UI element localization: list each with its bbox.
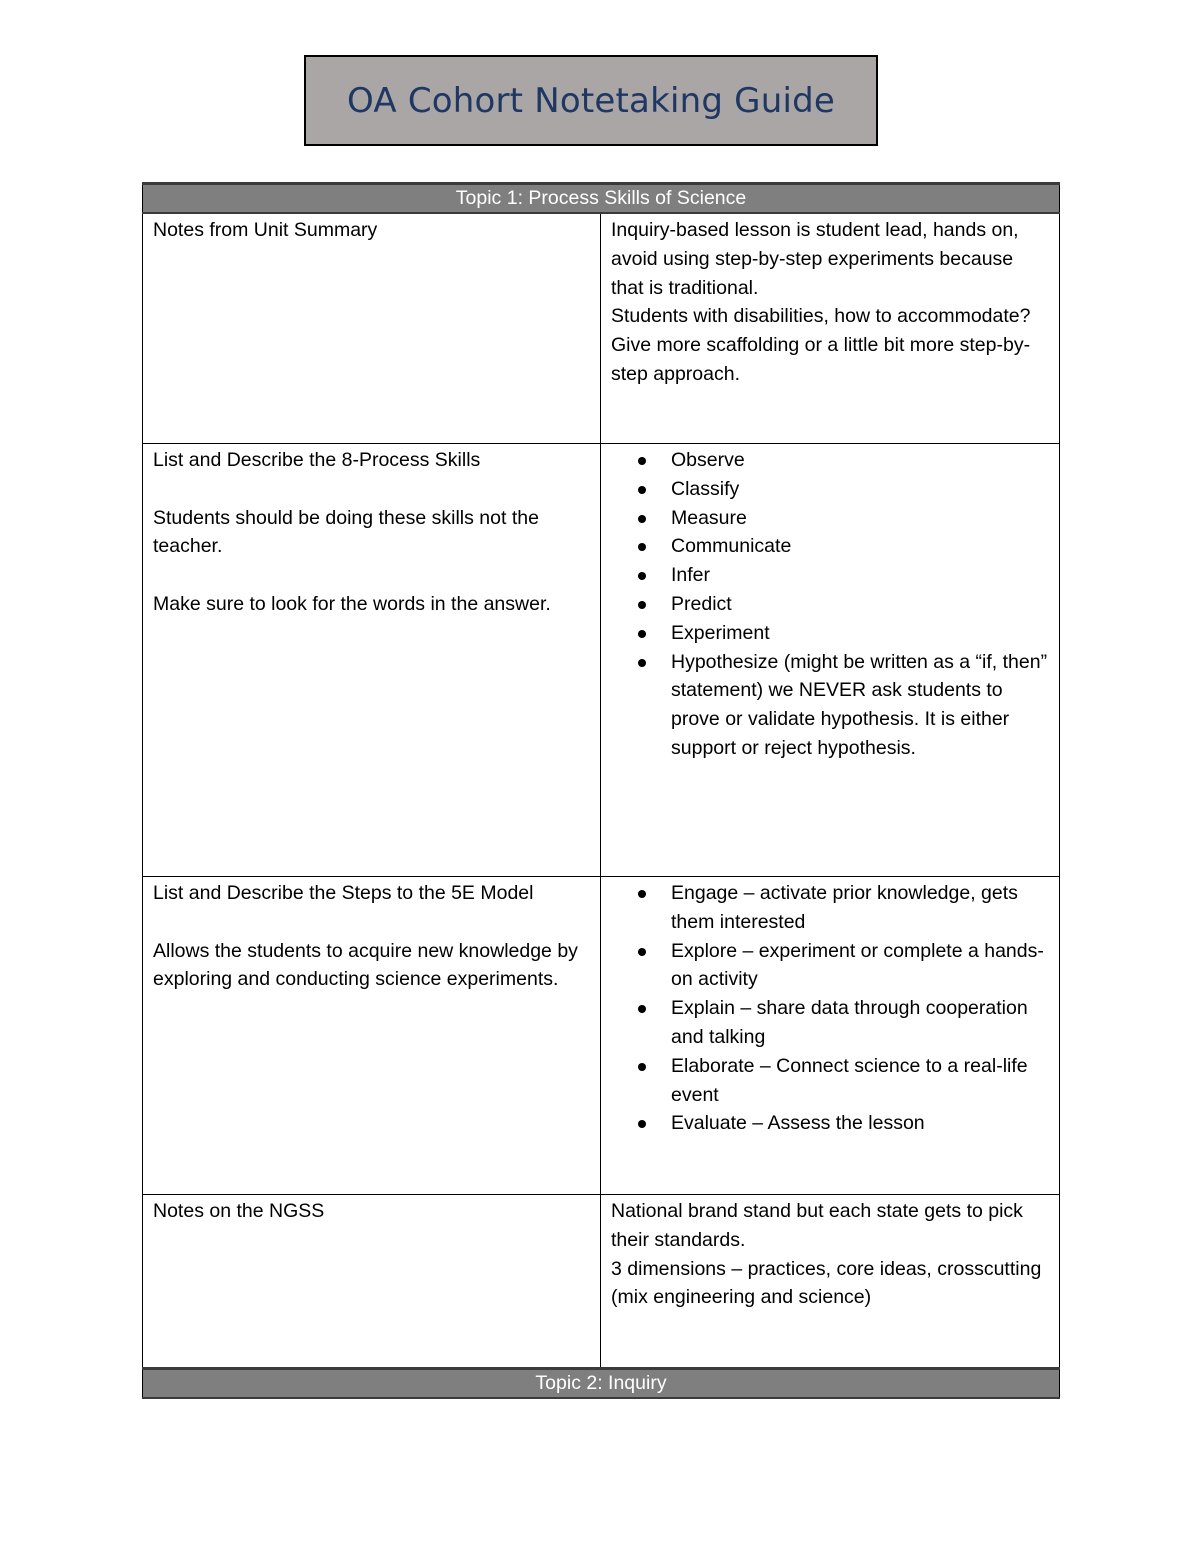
row-label: Notes from Unit Summary — [153, 219, 378, 241]
topic1-header-row — [143, 184, 1060, 214]
list-item-text: Infer — [671, 564, 711, 587]
bullet-dot-icon — [638, 659, 646, 667]
row-label: List and Describe the 8-Process Skills — [153, 449, 481, 471]
row-description: Students should be doing these skills not the teacher. — [153, 506, 539, 558]
list-item — [671, 879, 1049, 937]
topic2-header-row — [143, 1369, 1060, 1399]
list-item-text: Predict — [671, 592, 732, 615]
bullet-dot-icon — [638, 486, 646, 494]
row-label-cell — [143, 213, 601, 444]
list-item-text: Evaluate – Assess the lesson — [671, 1112, 925, 1135]
list-item — [671, 475, 1049, 504]
bullet-dot-icon — [638, 601, 646, 609]
row-notes-cell — [601, 877, 1060, 1195]
row-label: List and Describe the Steps to the 5E Model — [153, 882, 534, 904]
list-item-text: Elaborate – Connect science to a real-life event — [671, 1054, 1028, 1106]
bullet-dot-icon — [638, 630, 646, 638]
topic1-header: Topic 1: Process Skills of Science — [143, 184, 1060, 214]
page-title: OA Cohort Notetaking Guide — [346, 80, 835, 121]
list-item — [671, 504, 1049, 533]
bullet-dot-icon — [638, 515, 646, 523]
row-description: Make sure to look for the words in the answer. — [153, 592, 551, 615]
bullet-dot-icon — [638, 1005, 646, 1013]
row-notes-cell — [601, 213, 1060, 444]
list-item-text: Observe — [671, 449, 745, 471]
list-item — [671, 1052, 1049, 1110]
list-item — [671, 937, 1049, 995]
bullet-dot-icon — [638, 948, 646, 956]
process-skills-list — [611, 446, 1049, 763]
list-item — [671, 590, 1049, 619]
table-row — [143, 877, 1060, 1195]
list-item-text: Experiment — [671, 621, 770, 644]
list-item — [671, 619, 1049, 648]
title-box — [304, 55, 878, 146]
list-item — [671, 1109, 1049, 1138]
row-label: Notes on the NGSS — [153, 1200, 325, 1222]
table-row — [143, 213, 1060, 444]
bullet-dot-icon — [638, 1063, 646, 1071]
table-row — [143, 1195, 1060, 1369]
row-label-cell — [143, 444, 601, 877]
notes-paragraph: 3 dimensions – practices, core ideas, crosscutting (mix engineering and science) — [611, 1257, 1042, 1309]
bullet-dot-icon — [638, 543, 646, 551]
list-item-text: Explain – share data through cooperation and talking — [671, 997, 1028, 1048]
row-notes-cell — [601, 1195, 1060, 1369]
row-description: Allows the students to acquire new knowledge by exploring and conducting science experiments. — [153, 939, 578, 991]
bullet-dot-icon — [638, 1120, 646, 1128]
list-item — [671, 648, 1049, 763]
notes-paragraph: Inquiry-based lesson is student lead, hands on, avoid using step-by-step experiments because that is traditional. — [611, 219, 1019, 299]
list-item-text: Explore – experiment or complete a hands-on activity — [671, 939, 1044, 991]
row-label-cell — [143, 1195, 601, 1369]
list-item-text: Engage – activate prior knowledge, gets them interested — [671, 882, 1018, 933]
list-item-text: Classify — [671, 477, 740, 500]
list-item — [671, 561, 1049, 590]
list-item — [671, 532, 1049, 561]
notes-paragraph: Students with disabilities, how to accommodate? Give more scaffolding or a little bit more step-by-step approach. — [611, 305, 1031, 385]
topic2-header: Topic 2: Inquiry — [143, 1369, 1060, 1399]
row-notes-cell — [601, 444, 1060, 877]
list-item-text: Hypothesize (might be written as a “if, then” statement) we NEVER ask students to prove or validate hypothesis. It is either support or reject hypothesis. — [671, 650, 1048, 759]
bullet-dot-icon — [638, 457, 646, 465]
list-item — [671, 446, 1049, 475]
list-item-text: Communicate — [671, 535, 792, 558]
list-item — [671, 994, 1049, 1052]
notes-paragraph: National brand stand but each state gets to pick their standards. — [611, 1200, 1023, 1251]
five-e-model-list — [611, 879, 1049, 1138]
list-item-text: Measure — [671, 506, 747, 529]
notetaking-table — [142, 182, 1060, 1399]
table-row — [143, 444, 1060, 877]
bullet-dot-icon — [638, 890, 646, 898]
bullet-dot-icon — [638, 572, 646, 580]
row-label-cell — [143, 877, 601, 1195]
